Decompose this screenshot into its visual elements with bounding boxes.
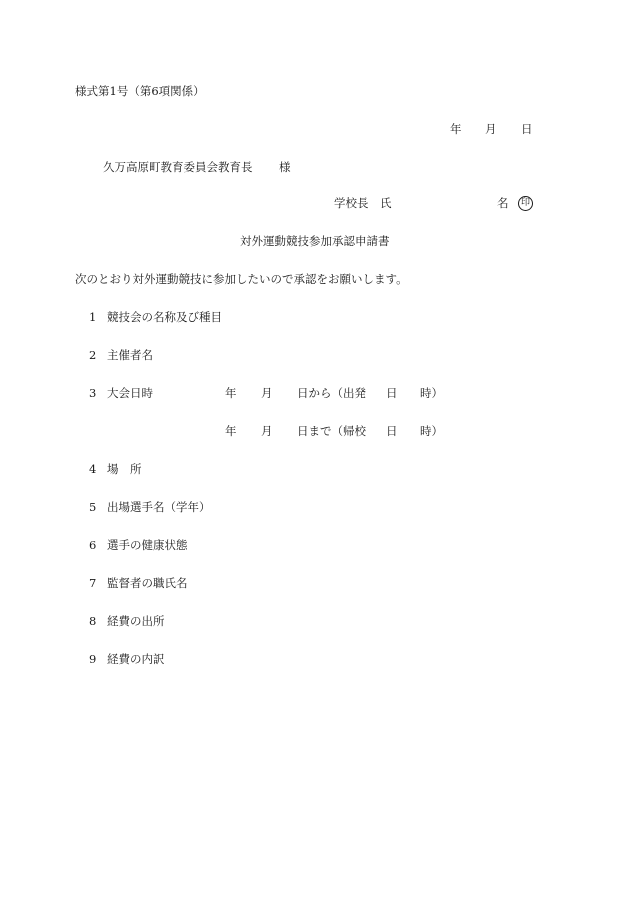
item-label: 競技会の名称及び種目: [107, 310, 222, 324]
item-label: 場 所: [107, 462, 142, 476]
schedule-from-hour: 時）: [420, 386, 443, 400]
item-number: 1: [89, 310, 97, 324]
item-number: 2: [89, 348, 97, 362]
item-number: 7: [89, 576, 97, 590]
date-year-label: 年: [450, 122, 462, 136]
schedule-from-month: 月: [261, 386, 273, 400]
schedule-to-month: 月: [261, 424, 273, 438]
date-day-label: 日: [521, 122, 533, 136]
schedule-to-day: 日まで（帰校: [297, 424, 366, 438]
sender-title: 学校長: [334, 196, 369, 210]
schedule-from-day2: 日: [386, 386, 398, 400]
addressee-honorific: 様: [279, 160, 291, 174]
schedule-to-hour: 時）: [420, 424, 443, 438]
item-number: 6: [89, 538, 97, 552]
addressee-name: 久万高原町教育委員会教育長: [103, 160, 253, 174]
item-label: 選手の健康状態: [107, 538, 188, 552]
date-month-label: 月: [485, 122, 497, 136]
item-number: 3: [89, 386, 97, 400]
schedule-to-day2: 日: [386, 424, 398, 438]
item-number: 5: [89, 500, 97, 514]
schedule-to-year: 年: [225, 424, 237, 438]
schedule-from-year: 年: [225, 386, 237, 400]
item-label: 出場選手名（学年）: [107, 500, 211, 514]
item-number: 8: [89, 614, 97, 628]
item-label: 大会日時: [107, 386, 153, 400]
item-label: 監督者の職氏名: [107, 576, 188, 590]
item-number: 9: [89, 652, 97, 666]
request-sentence: 次のとおり対外運動競技に参加したいので承認をお願いします。: [75, 272, 408, 286]
form-identifier: 様式第1号（第6項関係）: [75, 84, 205, 98]
item-label: 経費の内訳: [107, 652, 165, 666]
seal-icon: 印: [518, 196, 533, 211]
sender-name-label-1: 氏: [380, 196, 392, 210]
item-label: 主催者名: [107, 348, 153, 362]
document-title: 対外運動競技参加承認申請書: [240, 234, 390, 248]
schedule-from-day: 日から（出発: [297, 386, 366, 400]
item-number: 4: [89, 462, 97, 476]
sender-name-label-2: 名: [497, 196, 509, 210]
item-label: 経費の出所: [107, 614, 165, 628]
